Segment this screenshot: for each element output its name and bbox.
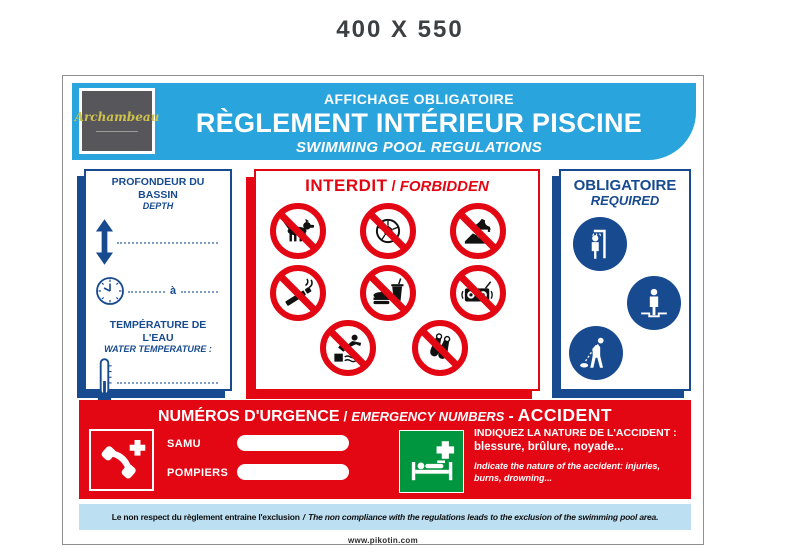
- depth-fill-in-line: [117, 241, 218, 244]
- pool-regulations-sign: [62, 75, 704, 545]
- hours-separator: à: [169, 285, 177, 298]
- depth-value-row: [95, 218, 221, 266]
- no-shoes-icon: [461, 216, 495, 246]
- no-radio-icon: [461, 278, 495, 308]
- no-diving-icon: [331, 332, 365, 364]
- no-food-drinks-icon: [371, 278, 405, 308]
- required-panel: [559, 169, 691, 391]
- exclusion-separator: /: [302, 512, 306, 522]
- forbidden-title-separator: /: [391, 178, 396, 195]
- first-aid-box: [399, 430, 464, 493]
- temperature-fill-in-line: [117, 381, 218, 384]
- emergency-title-dash: -: [508, 408, 514, 425]
- no-smoking-sign: [270, 265, 326, 321]
- no-ball-icon: [372, 215, 404, 247]
- depth-panel-title: PROFONDEUR DU BASSIN: [111, 176, 205, 201]
- opening-hours-row: [95, 275, 221, 307]
- depth-panel: [84, 169, 232, 391]
- sign-subtitle: SWIMMING POOL REGULATIONS: [295, 139, 543, 156]
- emergency-title-en: EMERGENCY NUMBERS: [351, 409, 505, 424]
- pompiers-label: POMPIERS: [167, 467, 229, 479]
- brand-logo: [74, 88, 160, 154]
- required-title-fr: OBLIGATOIRE: [573, 177, 677, 194]
- exclusion-text-fr: Le non respect du règlement entraine l'exclusion: [111, 512, 300, 522]
- temperature-title: TEMPÉRATURE DE L'EAU: [109, 319, 207, 344]
- forbidden-panel: [254, 169, 540, 391]
- depth-panel-subtitle: DEPTH: [142, 201, 174, 212]
- foot-wash-icon: [577, 334, 615, 372]
- website-url: www.pikotin.com: [348, 536, 418, 545]
- hours-to-line: [181, 290, 218, 293]
- pompiers-number-field: [237, 464, 349, 480]
- required-title-en: REQUIRED: [590, 193, 660, 208]
- foot-bath-required-sign: [627, 276, 681, 330]
- no-fins-icon: [424, 332, 456, 364]
- mandatory-display-line: AFFICHAGE OBLIGATOIRE: [324, 91, 514, 107]
- no-music-sign: [450, 265, 506, 321]
- required-panel-title: [561, 177, 689, 208]
- emergency-title-separator: /: [343, 408, 348, 424]
- forbidden-title-fr: INTERDIT: [305, 176, 388, 195]
- no-diving-sign: [320, 320, 376, 376]
- foot-wash-required-sign: [569, 326, 623, 380]
- brand-logo-text: Archambeau: [74, 110, 160, 124]
- no-ball-games-sign: [360, 203, 416, 259]
- emergency-title-accident: ACCIDENT: [517, 405, 613, 425]
- accident-nature-note: [474, 427, 686, 484]
- emergency-title-fr: NUMÉROS D'URGENCE: [157, 408, 340, 425]
- clock-icon: [95, 276, 125, 306]
- samu-number-field: [237, 435, 349, 451]
- emergency-panel: [79, 400, 691, 499]
- shower-icon: [581, 225, 619, 263]
- depth-arrow-icon: [95, 219, 114, 265]
- foot-bath-icon: [635, 284, 673, 322]
- header-texts: [160, 83, 678, 156]
- accident-nature-en: Indicate the nature of the accident: injuries, burns, drowning...: [474, 461, 661, 483]
- sign-title: RÈGLEMENT INTÉRIEUR PISCINE: [195, 108, 643, 138]
- forbidden-panel-title: [256, 176, 538, 196]
- product-size-label: 400 X 550: [336, 16, 464, 43]
- samu-label: SAMU: [167, 438, 201, 450]
- forbidden-title-en: FORBIDDEN: [399, 178, 489, 195]
- shower-required-sign: [573, 217, 627, 271]
- sign-header: [72, 83, 696, 160]
- no-fins-sign: [412, 320, 468, 376]
- no-dogs-icon: [281, 217, 315, 245]
- hours-from-line: [128, 290, 165, 293]
- temperature-subtitle: WATER TEMPERATURE :: [104, 344, 212, 355]
- stretcher-icon: [406, 436, 458, 488]
- exclusion-text-en: The non compliance with the regulations leads to the exclusion of the swimming pool area.: [308, 512, 659, 522]
- brand-logo-tagline: [96, 131, 138, 132]
- accident-nature-examples: blessure, brûlure, noyade...: [474, 441, 624, 453]
- exclusion-strip: [79, 504, 691, 530]
- no-smoking-icon: [281, 277, 315, 309]
- no-food-drinks-sign: [360, 265, 416, 321]
- accident-nature-title: INDIQUEZ LA NATURE DE L'ACCIDENT :: [474, 427, 677, 439]
- emergency-phone-box: [89, 429, 154, 491]
- no-dogs-sign: [270, 203, 326, 259]
- no-street-shoes-sign: [450, 203, 506, 259]
- emergency-phone-icon: [97, 436, 147, 484]
- emergency-panel-title: [79, 405, 691, 426]
